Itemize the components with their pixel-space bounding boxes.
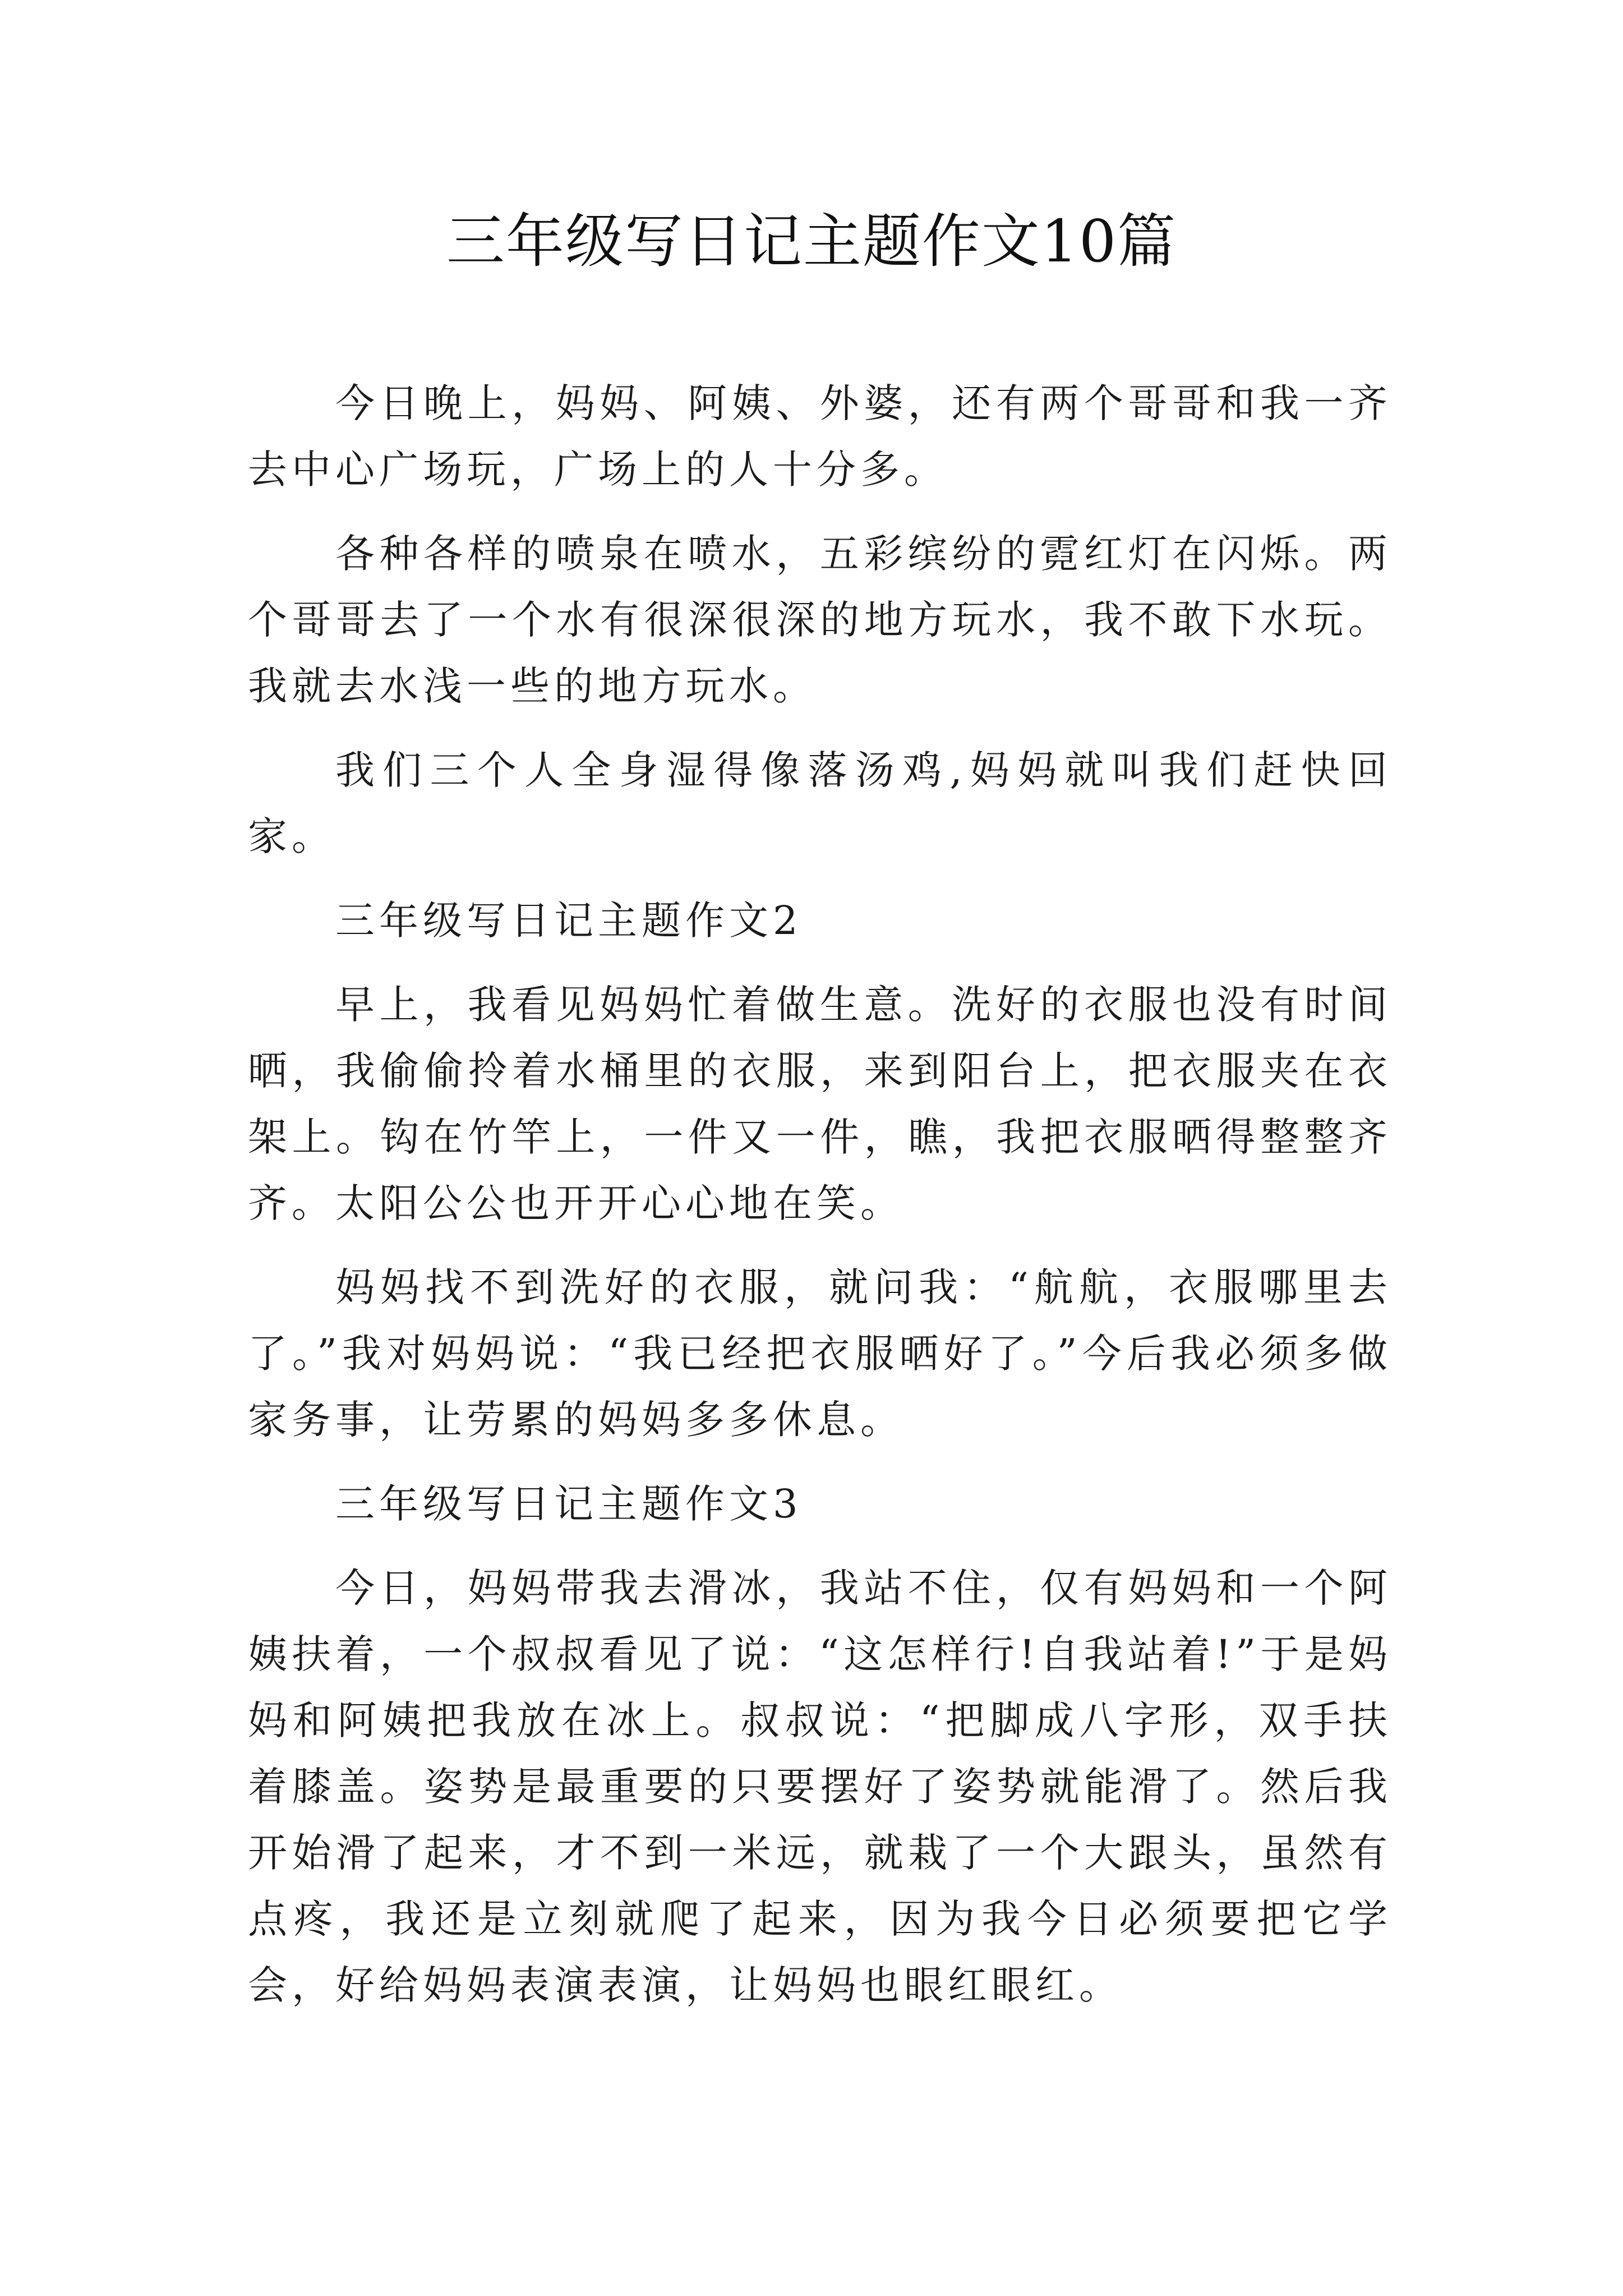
paragraph: 今日晚上，妈妈、阿姨、外婆，还有两个哥哥和我一齐去中心广场玩，广场上的人十分多。 (248, 380, 1392, 493)
document-body (248, 370, 1392, 2036)
paragraph: 我们三个人全身湿得像落汤鸡,妈妈就叫我们赶快回家。 (248, 747, 1392, 859)
section-heading: 三年级写日记主题作文2 (335, 898, 803, 944)
section-heading: 三年级写日记主题作文3 (335, 1481, 803, 1527)
document-title: 三年级写日记主题作文10篇 (446, 207, 1177, 275)
paragraph: 妈妈找不到洗好的衣服，就问我：“航航，衣服哪里去了。”我对妈妈说：“我已经把衣服晒好了。”今后我必须多做家务事，让劳累的妈妈多多休息。 (248, 1264, 1392, 1443)
paragraph: 各种各样的喷泉在喷水，五彩缤纷的霓红灯在闪烁。两个哥哥去了一个水有很深很深的地方玩水，我不敢下水玩。我就去水浅一些的地方玩水。 (248, 531, 1392, 709)
paragraph: 今日，妈妈带我去滑冰，我站不住，仅有妈妈和一个阿姨扶着，一个叔叔看见了说：“这怎样行!自我站着!”于是妈妈和阿姨把我放在冰上。叔叔说：“把脚成八字形，双手扶着膝盖。姿势是最重要的只要摆好了姿势就能滑了。然后我开始滑了起来，才不到一米远，就栽了一个大跟头，虽然有点疼，我还是立刻就爬了起来，因为我今日必须要把它学会，好给妈妈表演表演，让妈妈也眼红眼红。 (248, 1565, 1392, 2008)
paragraph: 早上，我看见妈妈忙着做生意。洗好的衣服也没有时间晒，我偷偷拎着水桶里的衣服，来到阳台上，把衣服夹在衣架上。钩在竹竿上，一件又一件，瞧，我把衣服晒得整整齐齐。太阳公公也开开心心地在笑。 (248, 982, 1392, 1226)
